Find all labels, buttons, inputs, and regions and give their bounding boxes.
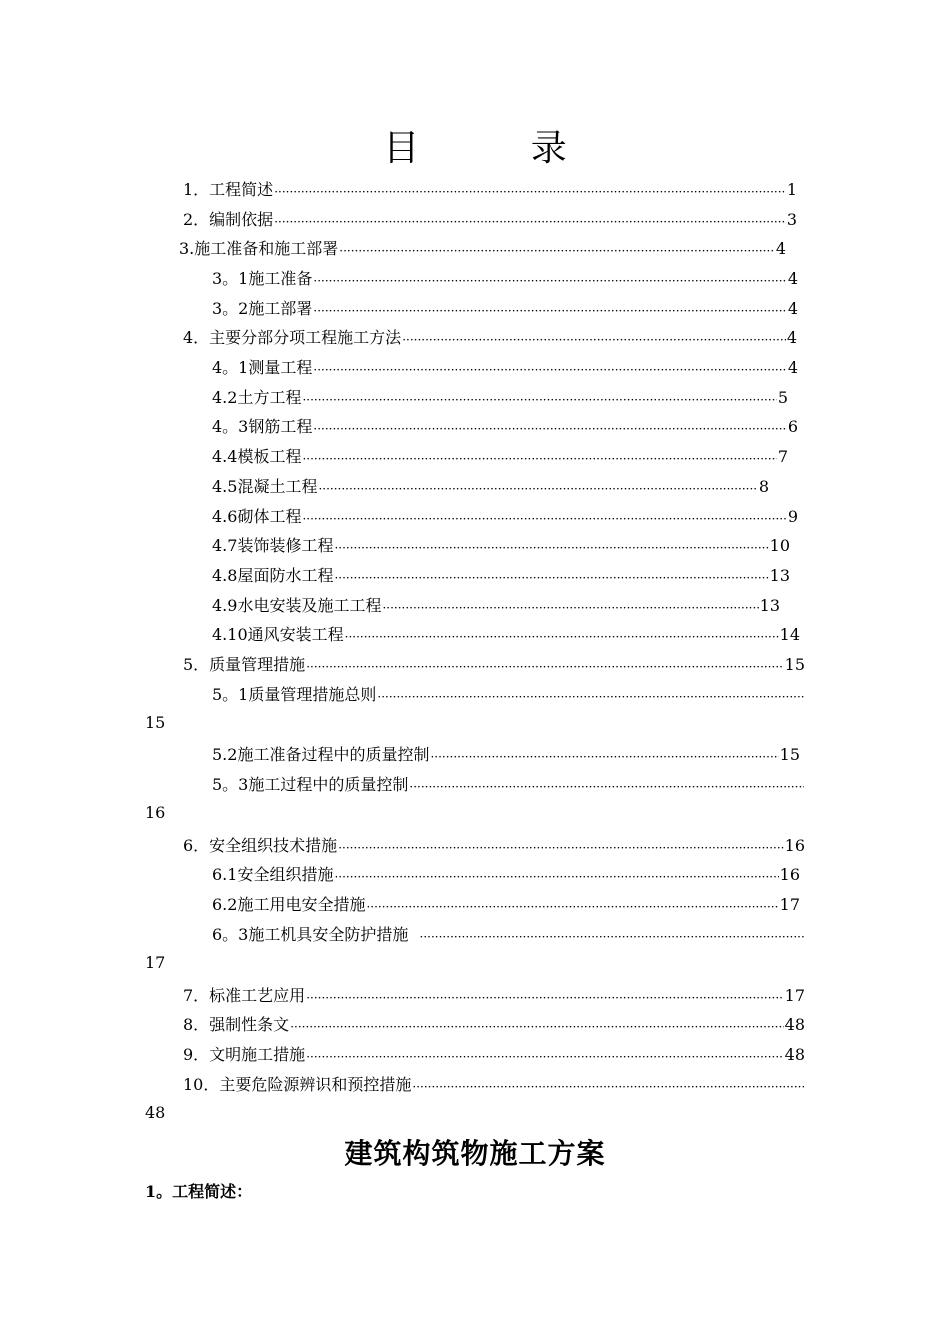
toc-leader-dots	[318, 480, 757, 498]
toc-leader-dots	[338, 839, 783, 857]
toc-leader-dots	[302, 510, 786, 528]
toc-entry-label: 4。3钢筋工程	[212, 417, 313, 436]
toc-entry[interactable]	[183, 320, 797, 349]
toc-entry[interactable]	[183, 1067, 805, 1096]
toc-entry-page: 6	[787, 417, 798, 436]
toc-entry[interactable]	[212, 409, 798, 438]
toc-leader-dots	[313, 420, 786, 438]
toc-entry[interactable]	[212, 499, 798, 528]
toc-entry-page: 8	[758, 477, 769, 496]
toc-leader-dots	[290, 1018, 783, 1036]
toc-entry-label: 6。3施工机具安全防护措施	[212, 925, 419, 944]
toc-leader-dots	[306, 658, 783, 676]
toc-entry-page: 4	[787, 299, 798, 318]
toc-leader-dots	[313, 272, 786, 290]
toc-entry-label: 4.2土方工程	[212, 388, 302, 407]
toc-entry-page: 16	[784, 836, 805, 855]
toc-entry-label: 6.2施工用电安全措施	[212, 895, 366, 914]
toc-entry[interactable]	[212, 380, 788, 409]
toc-entry-label: 5。3施工过程中的质量控制	[212, 775, 409, 794]
toc-leader-dots	[366, 898, 778, 916]
toc-leader-dots	[345, 628, 779, 646]
toc-entry-page: 17	[784, 986, 805, 1005]
toc-entry-label: 4．主要分部分项工程施工方法	[183, 328, 402, 347]
toc-leader-dots	[274, 213, 786, 231]
toc-entry-page: 1	[786, 180, 797, 199]
toc-entry[interactable]	[183, 978, 805, 1007]
toc-entry[interactable]	[212, 439, 788, 468]
toc-entry-page: 3	[786, 210, 797, 229]
toc-entry[interactable]	[212, 261, 798, 290]
toc-leader-dots	[334, 569, 768, 587]
toc-leader-dots	[402, 331, 786, 349]
toc-leader-dots	[420, 928, 804, 946]
toc-entry[interactable]	[212, 857, 800, 886]
toc-entry[interactable]	[212, 291, 798, 320]
toc-entry-page: 15	[779, 745, 800, 764]
document-title: 建筑构筑物施工方案	[344, 1137, 606, 1170]
toc-entry-page: 10	[769, 536, 790, 555]
toc-leader-dots	[334, 868, 778, 886]
toc-entry-label: 4.6砌体工程	[212, 507, 302, 526]
toc-entry[interactable]	[212, 737, 800, 766]
toc-entry-page: 15	[784, 655, 805, 674]
toc-leader-dots	[302, 450, 776, 468]
toc-entry-label: 4.4模板工程	[212, 447, 302, 466]
toc-entry-page: 48	[784, 1015, 805, 1034]
toc-entry[interactable]	[212, 917, 805, 946]
toc-entry[interactable]	[183, 647, 805, 676]
toc-leader-dots	[313, 302, 786, 320]
toc-entry-page: 17	[779, 895, 800, 914]
toc-leader-dots	[313, 361, 786, 379]
toc-entry[interactable]	[183, 1037, 805, 1066]
toc-entry-label: 4.8屋面防水工程	[212, 566, 334, 585]
toc-entry-page: 4	[775, 239, 786, 258]
toc-leader-dots	[274, 183, 786, 201]
toc-entry-label: 6．安全组织技术措施	[183, 836, 338, 855]
toc-entry-page: 48	[145, 1103, 166, 1122]
toc-entry-page: 4	[787, 269, 798, 288]
toc-entry[interactable]	[212, 558, 790, 587]
toc-entry-page: 15	[145, 713, 166, 732]
toc-leader-dots	[334, 539, 768, 557]
toc-entry-label: 10．主要危险源辨识和预控措施	[183, 1075, 412, 1094]
toc-entry-label: 6.1安全组织措施	[212, 865, 334, 884]
toc-entry-label: 5。1质量管理措施总则	[212, 685, 377, 704]
toc-entry[interactable]	[183, 828, 805, 857]
toc-entry-page: 7	[777, 447, 788, 466]
toc-entry[interactable]	[212, 617, 800, 646]
toc-entry[interactable]	[212, 588, 780, 617]
toc-entry[interactable]	[212, 350, 798, 379]
toc-entry-page: 4	[786, 328, 797, 347]
toc-entry-label: 5．质量管理措施	[183, 655, 306, 674]
toc-title: 目 录	[383, 128, 617, 169]
toc-entry-label: 3。1施工准备	[212, 269, 313, 288]
toc-entry[interactable]	[212, 469, 769, 498]
toc-entry-page: 17	[145, 953, 166, 972]
toc-entry-page: 9	[787, 507, 798, 526]
toc-entry-page: 16	[779, 865, 800, 884]
section-heading: 1。工程简述：	[145, 1182, 253, 1201]
toc-leader-dots	[302, 391, 776, 409]
toc-leader-dots	[430, 748, 778, 766]
toc-entry[interactable]	[183, 172, 797, 201]
toc-entry-label: 5.2施工准备过程中的质量控制	[212, 745, 430, 764]
toc-entry-label: 4.5混凝土工程	[212, 477, 318, 496]
toc-entry-label: 3。2施工部署	[212, 299, 313, 318]
toc-entry-label: 4.7装饰装修工程	[212, 536, 334, 555]
toc-entry[interactable]	[212, 887, 800, 916]
toc-entry-page: 48	[784, 1045, 805, 1064]
toc-leader-dots	[412, 1078, 804, 1096]
toc-entry[interactable]	[212, 767, 805, 796]
toc-entry-label: 8．强制性条文	[183, 1015, 290, 1034]
toc-entry[interactable]	[183, 1007, 805, 1036]
toc-entry-label: 4.10通风安装工程	[212, 625, 344, 644]
toc-leader-dots	[306, 989, 783, 1007]
toc-entry-page: 13	[759, 596, 780, 615]
toc-leader-dots	[339, 242, 775, 260]
toc-entry[interactable]	[183, 202, 797, 231]
toc-leader-dots	[377, 688, 804, 706]
toc-entry-label: 7．标准工艺应用	[183, 986, 306, 1005]
toc-entry[interactable]	[179, 231, 786, 260]
toc-entry-page: 13	[769, 566, 790, 585]
toc-entry-page: 5	[777, 388, 788, 407]
toc-entry-label: 4.9水电安装及施工工程	[212, 596, 382, 615]
toc-entry-label: 9．文明施工措施	[183, 1045, 306, 1064]
toc-entry-label: 4。1测量工程	[212, 358, 313, 377]
toc-entry[interactable]	[212, 528, 790, 557]
toc-entry-label: 2．编制依据	[183, 210, 274, 229]
toc-entry-page: 14	[779, 625, 800, 644]
toc-entry[interactable]	[212, 677, 805, 706]
toc-entry-page: 4	[787, 358, 798, 377]
toc-leader-dots	[409, 778, 804, 796]
toc-entry-page: 16	[145, 803, 166, 822]
toc-leader-dots	[306, 1048, 783, 1066]
toc-entry-label: 1．工程简述	[183, 180, 274, 199]
toc-entry-label: 3.施工准备和施工部署	[179, 239, 339, 258]
toc-leader-dots	[382, 599, 758, 617]
